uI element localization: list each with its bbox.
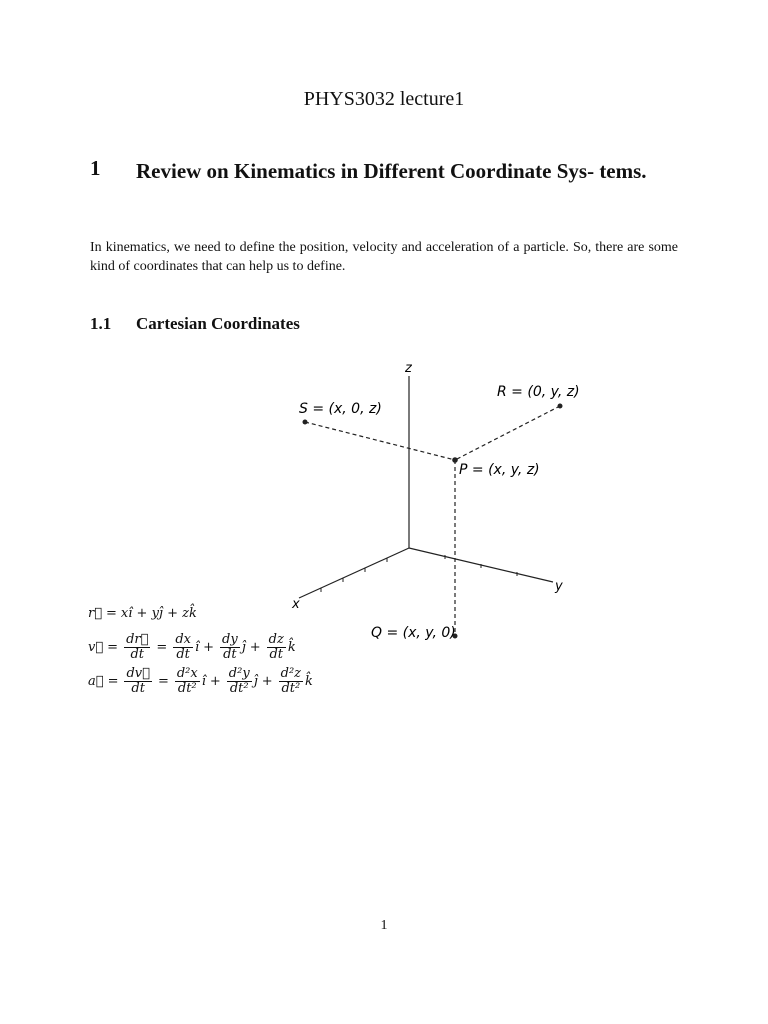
axis-ticks bbox=[321, 555, 517, 592]
plus-sign: + bbox=[249, 639, 261, 655]
dashed-line-r-p bbox=[455, 406, 560, 460]
equals-sign: = bbox=[106, 605, 117, 621]
fraction-dr-dt: $\frac{dr⃗}{dt}$ bbox=[126, 631, 149, 662]
axis-y-label: y bbox=[555, 579, 563, 594]
point-p-dot bbox=[452, 457, 458, 463]
document-title: PHYS3032 lecture1 bbox=[303, 88, 465, 110]
point-r-label: R = (0, y, z) bbox=[497, 384, 580, 400]
point-r-dot bbox=[558, 404, 563, 409]
position-rhs: xî + yĵ + zk̂ bbox=[120, 605, 197, 621]
point-p-label: P = (x, y, z) bbox=[459, 462, 540, 478]
fraction-dy-dt: $\frac{dy}{dt}$ bbox=[222, 631, 238, 662]
subsection-title: Cartesian Coordinates bbox=[136, 314, 300, 333]
fraction-d2y-dt2: $\frac{\text{d²y}}{\text{dt²}}$ bbox=[228, 665, 250, 696]
velocity-equation bbox=[88, 630, 313, 664]
i-hat: î bbox=[194, 639, 200, 655]
page-number: 1 bbox=[380, 918, 388, 933]
i-hat: î bbox=[201, 673, 206, 689]
fraction-dv-dt: $\frac{dv⃗}{dt}$ bbox=[126, 665, 150, 696]
section-title: Review on Kinematics in Different Coordinate Sys- tems. bbox=[136, 159, 647, 183]
fraction-d2x-dt2: $\frac{\text{d²x}}{\text{dt²}}$ bbox=[176, 665, 198, 696]
section-number: 1 bbox=[90, 156, 101, 180]
a-lhs: a⃗ bbox=[88, 673, 104, 689]
intro-paragraph: In kinematics, we need to define the position, velocity and acceleration of a particle. So, there are some kind of coordinates that can help us to define. bbox=[90, 240, 678, 274]
j-hat: ĵ bbox=[241, 639, 246, 655]
point-s-dot bbox=[303, 420, 308, 425]
kinematics-equations bbox=[88, 596, 313, 698]
r-lhs: r⃗ bbox=[88, 605, 103, 621]
k-hat: k̂ bbox=[305, 673, 313, 689]
fraction-dx-dt: $\frac{dx}{dt}$ bbox=[175, 631, 191, 662]
acceleration-equation bbox=[88, 664, 313, 698]
position-equation bbox=[88, 596, 313, 630]
equals-sign: = bbox=[107, 673, 119, 689]
x-axis-line bbox=[299, 548, 409, 598]
plus-sign: + bbox=[209, 673, 221, 689]
plus-sign: + bbox=[261, 673, 273, 689]
equals-sign: = bbox=[157, 673, 169, 689]
dashed-line-s-p bbox=[305, 422, 455, 460]
axis-x-label: x bbox=[292, 597, 300, 612]
point-q-label: Q = (x, y, 0) bbox=[371, 625, 456, 641]
point-s-label: S = (x, 0, z) bbox=[299, 401, 382, 417]
v-lhs: v⃗ bbox=[88, 639, 104, 655]
fraction-d2z-dt2: $\frac{\text{d²z}}{\text{dt²}}$ bbox=[280, 665, 302, 696]
plus-sign: + bbox=[203, 639, 215, 655]
equals-sign: = bbox=[156, 639, 168, 655]
equals-sign: = bbox=[107, 639, 119, 655]
subsection-number: 1.1 bbox=[90, 314, 112, 333]
axis-z-label: z bbox=[405, 361, 412, 376]
fraction-dz-dt: $\frac{dz}{dt}$ bbox=[268, 631, 284, 662]
cartesian-diagram bbox=[285, 358, 595, 648]
j-hat: ĵ bbox=[253, 673, 258, 689]
k-hat: k̂ bbox=[287, 639, 296, 655]
